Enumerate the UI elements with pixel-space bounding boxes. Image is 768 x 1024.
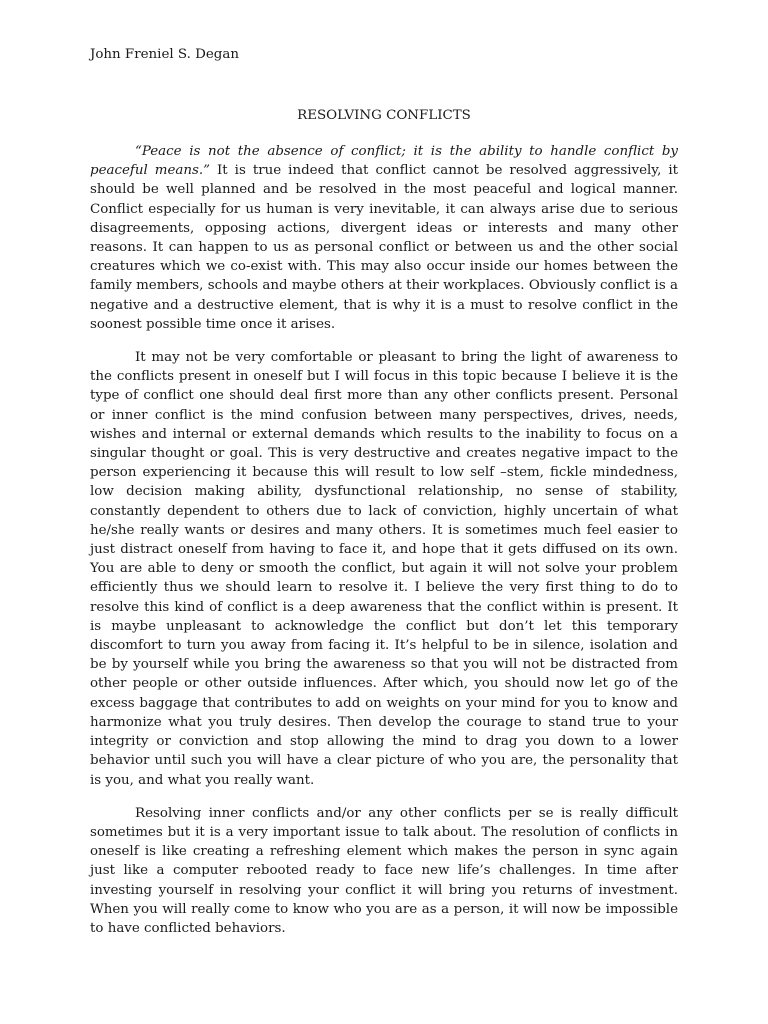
paragraph-inner-conflict: It may not be very comfortable or pleasant to bring the light of awareness to the conflicts present in oneself but I will focus in this topic because I believe it is the type of conflict one should deal first more than any other conflicts present. Personal or inner conflict is the mind confusion between many perspectives, drives, needs, wishes and internal or external demands which results to the inability to focus on a singular thought or goal. This is very destructive and creates negative impact to the person experiencing it because this will result to low self –stem, fickle mindedness, low decision making ability, dysfunctional relationship, no sense of stability, constantly dependent to others due to lack of conviction, highly uncertain of what he/she really wants or desires and many others. It is sometimes much feel easier to just distract oneself from having to face it, and hope that it gets diffused on its own. You are able to deny or smooth the conflict, but again it will not solve your problem efficiently thus we should learn to resolve it. I believe the very first thing to do to resolve this kind of conflict is a deep awareness that the conflict within is present. It is maybe unpleasant to acknowledge the conflict but don’t let this temporary discomfort to turn you away from facing it. It’s helpful to be in silence, isolation and be by yourself while you bring the awareness so that you will not be distracted from other people or other outside influences. After which, you should now let go of the excess baggage that contributes to add on weights on your mind for you to know and harmonize what you truly desires. Then develop the courage to stand true to your integrity or conviction and stop allowing the mind to drag you down to a lower behavior until such you will have a clear picture of who you are, the personality that is you, and what you really want.: [90, 350, 678, 788]
paragraph-conclusion: Resolving inner conflicts and/or any other conflicts per se is really difficult sometimes but it is a very important issue to talk about. The resolution of conflicts in oneself is like creating a refreshing element which makes the person in sync again just like a computer rebooted ready to face new life’s challenges. In time after investing yourself in resolving your conflict it will bring you returns of investment. When you will really come to know who you are as a person, it will now be impossible to have conflicted behaviors.: [90, 805, 678, 936]
document-title: RESOLVING CONFLICTS: [297, 108, 471, 123]
document-body: [90, 142, 678, 952]
author-name: John Freniel S. Degan: [90, 47, 239, 62]
paragraph-intro: [90, 142, 678, 334]
opening-quote: “Peace is not the absence of conflict; it is the ability to handle conflict by peaceful means.”: [90, 144, 678, 179]
paragraph-intro-text: It is true indeed that conflict cannot be resolved aggressively, it should be well planned and be resolved in the most peaceful and logical manner. Conflict especially for us human is very inevitable, it can always arise due to serious disagreements, opposing actions, divergent ideas or interests and many other reasons. It can happen to us as personal conflict or between us and the other social creatures which we co-exist with. This may also occur inside our homes between the family members, schools and maybe others at their workplaces. Obviously conflict is a negative and a destructive element, that is why it is a must to resolve conflict in the soonest possible time once it arises.: [90, 163, 678, 332]
